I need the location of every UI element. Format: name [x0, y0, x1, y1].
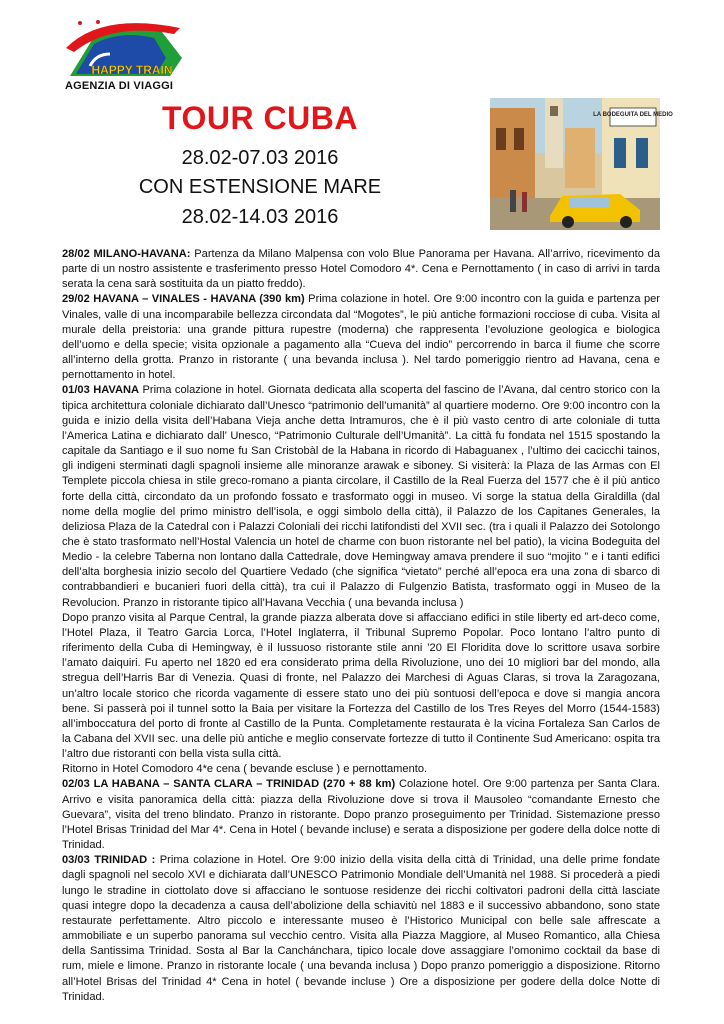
itinerary-day: [62, 247, 660, 292]
day-description: Colazione hotel. Ore 9:00 partenza per Santa Clara. Arrivo e visita panoramica della città: piazza della Rivoluzione dove si trova il Mausoleo “comandante Ernesto che Guevara”, visita del treno blindato. Pranzo in ristorante. Dopo pranzo proseguimento per Trinidad. Sistemazione presso l’Hotel Brisas Trinidad del Mar 4*. Cena in Hotel ( bevande incluse) e serata a disposizione per godere della dolce notte di Trinidad.: [62, 778, 660, 852]
extension-dates: 28.02-14.03 2016: [181, 206, 339, 228]
day-description: Partenza da Milano Malpensa con volo Blue Panorama per Havana. All’arrivo, ricevimento da parte di un nostro assistente e trasferimento presso Hotel Comodoro 4*. Cena e Pernottamento ( in caso di arrivi in tarda serata la cena sarà sostituita da un piatto freddo).: [62, 248, 660, 291]
day-heading: 28/02 MILANO-HAVANA:: [62, 248, 191, 260]
day-description: Prima colazione in Hotel. Ore 9:00 inizio della visita della città di Trinidad, una delle prime fondate dagli spagnoli nel secolo XVI e dichiarata dall’UNESCO Patrimonio Mondiale dell’Umanità nel 1988. Si procederà a piedi lungo le stradine in ciottolato dove si affacciano le sontuose residenze dei ricchi coltivatori padroni della città lasciate quasi integre dopo la decadenza a causa dell’abolizione della schiavitù nel 1883 e il successivo abbandono, sono state restaurate perfettamente. Altro piccolo e interessante museo è l’Historico Municipal con belle sale affrescate a ammobiliate e un superbo panorama sul vecchio centro. Visita alla Piazza Maggiore, al Museo Romantico, alla Chiesa della Santissima Trinidad. Sosta al Bar la Canchánchara, tipico locale dove assaggiare l’omonimo cocktail da base di rum, miele e limone. Pranzo in ristorante locale ( una bevanda inclusa ) Dopo pranzo pomeriggio a disposizione. Ritorno all’Hotel Brisas del Trinidad 4* Cena in hotel ( bevande incluse ) Ore a disposizione per godere della dolce Notte di Trinidad.: [62, 854, 660, 1003]
day-heading: 01/03 HAVANA: [62, 384, 140, 397]
train-logo-icon: [62, 18, 192, 80]
itinerary-day: [62, 777, 660, 853]
agency-label: AGENZIA DI VIAGGI: [65, 80, 174, 92]
day-description: Ritorno in Hotel Comodoro 4*e cena ( bevande escluse ) e pernottamento.: [62, 763, 428, 776]
day-description: Prima colazione in hotel. Ore 9:00 incontro con la guida e partenza per Vinales, valle di una incomparabile bellezza circondata dal “Mogotes”, le più antiche formazioni rocciose di cuba. Visita al murale della preistoria: una grande pittura rupestre (moderna) che rappresenta l’evoluzione geologica e biologica dell’uomo e della specie; visita opzionale a pagamento alla “Cueva del indio” percorrendo in barca il fiume che scorre all’interno della grotta. Pranzo in ristorante ( una bevanda inclusa ). Nel tardo pomeriggio rientro ad Havana, cena e pernottamento in hotel.: [62, 293, 661, 382]
havana-street-photo: [490, 98, 673, 230]
day-heading: 29/02 HAVANA – VINALES - HAVANA (390 km): [62, 293, 305, 306]
photo-sign-text: LA BODEGUITA DEL MEDIO: [593, 112, 673, 118]
tour-subtitle: CON ESTENSIONE MARE: [138, 176, 382, 198]
itinerary-text: [62, 247, 660, 1005]
day-heading: 02/03 LA HABANA – SANTA CLARA – TRINIDAD (270 + 88 km): [62, 778, 396, 791]
logo-text: HAPPY TRAIN: [91, 63, 173, 77]
day-description: Prima colazione in hotel. Giornata dedicata alla scoperta del fascino de l’Avana, dal centro storico con la tipica architettura coloniale dichiarato dall’Unesco “patrimonio dell’umanità” al quartiere moderno. Ore 9:00 incontro con la guida e inizio della visita dell’Habana Vieja anche detta Intramuros, che è il più vasto centro di arte coloniale di tutta l’America Latina e dichiarato dall’ Unesco, “Patrimonio Culturale dell’Umanità”. La città fu fondata nel 1515 spostando la capitale da Santiago e il suo nome fu San Cristobàl de la Habana in ricordo di Habaguanex , l’ultimo dei cacicchi tainos, gli indigeni sterminati dagli spagnoli insieme alle minoranze arawak e siboney. Si visiterà: la Plaza de las Armas con El Templete piccola chiesa in stile greco-romano a pianta circolare, il Castillo de la Real Fuerza del 1577 che è il più antico forte della città, circondato da un profondo fossato e trasformato oggi in museo. Vi sorge la statua della Giraldilla (dal nome della moglie del primo ministro dell’isola, e oggi simbolo della città), il Palazzo de los Capitanes Generales, la deliziosa Plaza de la Catedral con i Palazzi Coloniali dei ricchi latifondisti del XVII sec. (tra i quali il Palazzo dei Sotolongo che è stato trasformato nell’Hostal Valencia un hotel de charme con buon ristorante nel bel patio), la vicina Bodeguita del Medio - la celebre Taberna non lontano dalla Cattedrale, dove Hemingway amava prendere il suo “mojito ” e i tanti edifici dell’alta borghesia inizio secolo del Quartiere Vedado (che significa “vietato” perché all’epoca era una zona di sbarco di contrabbandieri e bucanieri fuori della città), tra cui il Palazzo di Fulgenzio Batista, trasformato oggi in Museo de la Revolucion. Pranzo in ristorante tipico all’Havana Vecchia ( una bevanda inclusa ): [62, 384, 661, 609]
itinerary-day: [62, 383, 660, 610]
itinerary-day: [62, 611, 660, 763]
page-title: TOUR CUBA: [162, 100, 358, 136]
itinerary-day: [62, 853, 660, 1005]
day-heading: 03/03 TRINIDAD :: [62, 854, 156, 867]
day-description: Dopo pranzo visita al Parque Central, la grande piazza alberata dove si affacciano edifici in stile liberty ed art-deco come, l’Hotel Plaza, il Teatro Garcia Lorca, l’Hotel Inglaterra, il Tribunal Supremo Popolar. Poco lontano l’altro punto di riferimento della Cuba di Hemingway, è il lussuoso ristorante stile anni ’20 El Floridita dove lo scrittore usava sorbire l’amato daiquiri. Fu aperto nel 1820 ed era considerato prima della Rivoluzione, uno dei 10 migliori bar del mondo, alla stregua dell’Harris Bar di Venezia. Quasi di fronte, nel Palazzo dei Marchesi di Aguas Claras, si trova la Zaragozana, un’altro locale storico che ricorda vagamente di essere stato uno dei più sontuosi dell’epoca e dove si mangia ancora bene. Si passerà poi il tunnel sotto la Baia per visitare la Fortezza del Castillo de los Tres Reyes del Morro (1544-1583) all’imboccatura del porto di fronte al Castillo de la Punta. Completamente restaurata è la vicina Fortaleza San Carlos de la Cabana del XVII sec. una delle più antiche e meglio conservate fortezze di tutto il Continente Sud Americano: ospita tra l’altro due ristoranti con bella vista sulla città.: [62, 611, 660, 761]
tour-dates: 28.02-07.03 2016: [181, 147, 339, 169]
itinerary-day: [62, 292, 660, 383]
itinerary-day: [62, 762, 660, 777]
